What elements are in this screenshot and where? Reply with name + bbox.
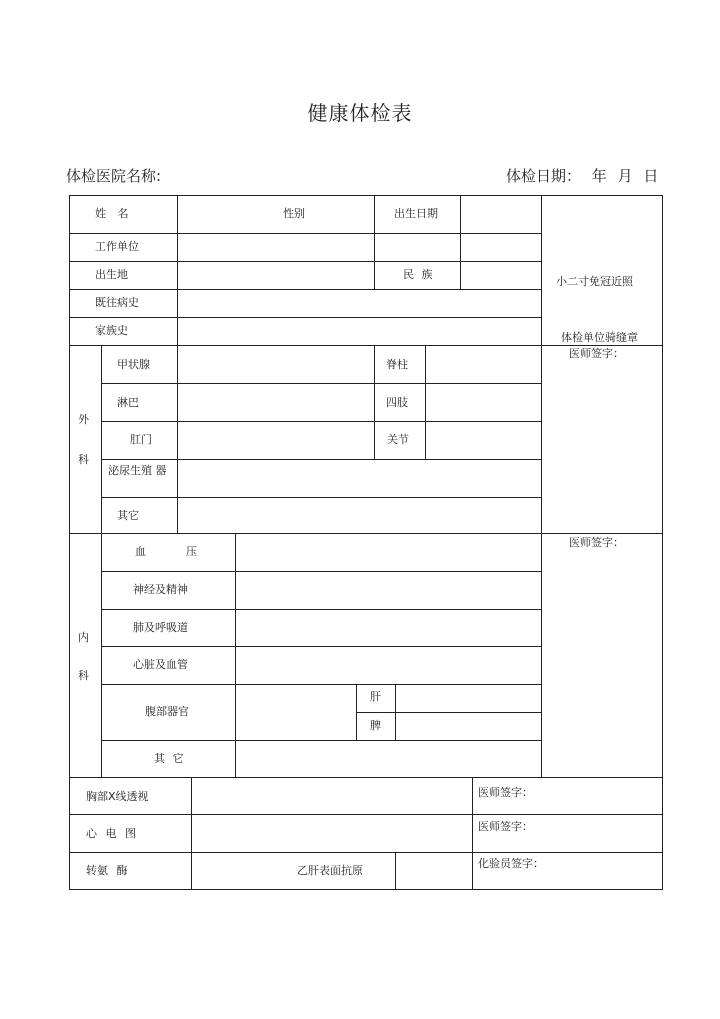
table-line (69, 233, 541, 234)
table-line (395, 852, 396, 890)
limbs-label: 四肢 (386, 396, 408, 409)
table-line (101, 646, 541, 647)
family-history-label: 家族史 (95, 324, 128, 337)
table-line (69, 345, 663, 346)
internal-dept-label-1: 内 (78, 631, 89, 644)
surgery-dept-label-1: 外 (78, 413, 89, 426)
lymph-label: 淋巴 (117, 396, 139, 409)
hospital-name-label: 体检医院名称: (66, 167, 162, 185)
table-line (101, 383, 541, 384)
xray-doctor-sign-label: 医师签字： (478, 786, 533, 799)
exam-date-label: 体检日期： (506, 167, 582, 185)
table-line (69, 777, 663, 778)
birthplace-label: 出生地 (95, 268, 128, 281)
table-line (69, 533, 663, 534)
table-line (69, 289, 541, 290)
name-label: 姓 名 (95, 207, 129, 220)
ecg-doctor-sign-label: 医师签字： (478, 820, 533, 833)
photo-note: 小二寸免冠近照 (556, 275, 633, 288)
alt-label: 转氨 酶 (86, 864, 128, 877)
work-unit-label: 工作单位 (95, 240, 139, 253)
internal-dept-label-2: 科 (78, 669, 89, 682)
table-line (101, 609, 541, 610)
ethnicity-label: 民 族 (403, 268, 433, 281)
table-line (191, 777, 192, 890)
liver-label: 肝 (370, 690, 381, 703)
internal-other-label: 其 它 (154, 752, 184, 765)
thyroid-label: 甲状腺 (117, 358, 150, 371)
birth-date-label: 出生日期 (394, 207, 438, 220)
joints-label: 关节 (387, 433, 409, 446)
hbsag-label: 乙肝表面抗原 (297, 864, 363, 877)
seal-note: 体检单位骑缝章 (561, 331, 638, 344)
surgery-doctor-sign-label: 医师签字： (569, 347, 624, 360)
surgery-dept-label-2: 科 (78, 453, 89, 466)
table-line (69, 889, 663, 890)
table-line (662, 195, 663, 890)
table-line (101, 497, 541, 498)
table-line (395, 684, 396, 741)
table-line (460, 195, 461, 290)
table-line (69, 852, 663, 853)
urogenital-label: 泌尿生殖 器 (108, 464, 167, 477)
table-line (69, 317, 541, 318)
neuro-label: 神经及精神 (133, 583, 188, 596)
table-line (177, 345, 178, 534)
year-label: 年 (591, 167, 607, 185)
blood-pressure-label-1: 血 (135, 545, 146, 558)
table-line (69, 261, 541, 262)
table-line (101, 684, 541, 685)
month-label: 月 (617, 167, 633, 185)
page-title: 健康体检表 (307, 101, 413, 125)
xray-label: 胸部X线透视 (86, 790, 149, 803)
heart-label: 心脏及血管 (133, 658, 188, 671)
ecg-label: 心 电 图 (86, 827, 136, 840)
abdomen-label: 腹部器官 (145, 705, 189, 718)
blood-pressure-label-2: 压 (186, 545, 197, 558)
gender-label: 性别 (283, 207, 305, 220)
anus-label: 肛门 (130, 433, 152, 446)
table-line (101, 345, 102, 778)
lung-label: 肺及呼吸道 (133, 621, 188, 634)
table-line (356, 684, 357, 741)
internal-doctor-sign-label: 医师签字： (569, 536, 624, 549)
table-line (69, 814, 663, 815)
table-line (177, 195, 178, 346)
table-line (101, 459, 541, 460)
table-line (235, 533, 236, 778)
table-line (425, 345, 426, 460)
spine-label: 脊柱 (386, 358, 408, 371)
table-line (541, 195, 542, 778)
table-line (374, 195, 375, 290)
surgery-other-label: 其它 (117, 509, 139, 522)
table-line (69, 195, 70, 890)
table-line (101, 421, 541, 422)
day-label: 日 (643, 167, 659, 185)
table-line (69, 195, 663, 196)
table-line (356, 712, 541, 713)
table-line (472, 777, 473, 890)
lab-tech-sign-label: 化验员签字： (478, 857, 544, 870)
past-history-label: 既往病史 (95, 296, 139, 309)
table-line (101, 740, 541, 741)
table-line (101, 571, 541, 572)
spleen-label: 脾 (370, 719, 381, 732)
table-line (374, 345, 375, 460)
